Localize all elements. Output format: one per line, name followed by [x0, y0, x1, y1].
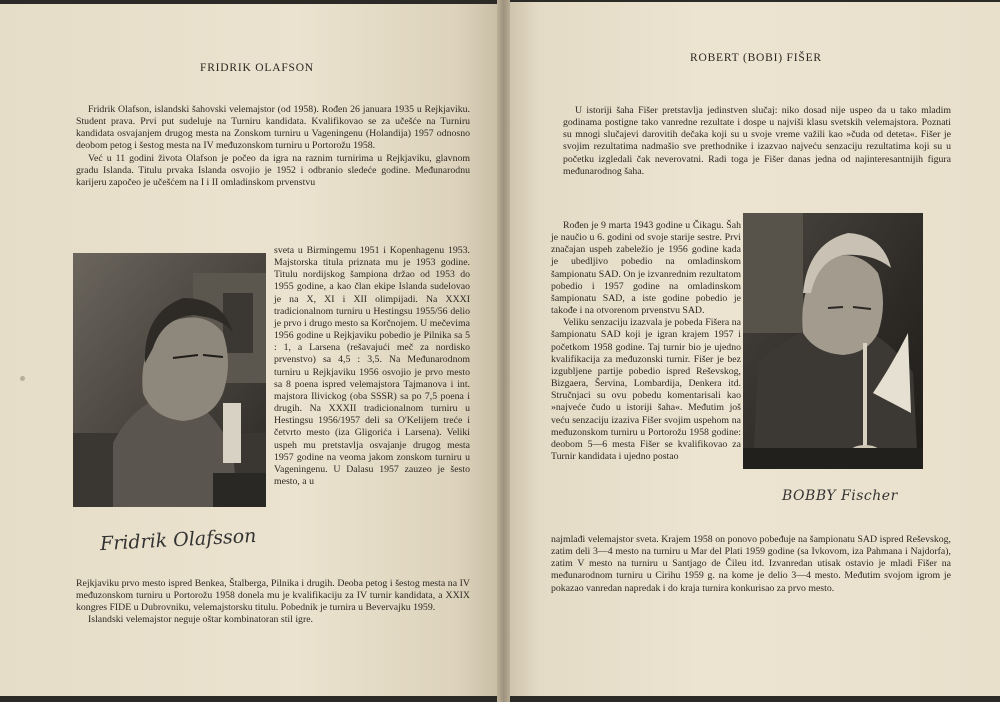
fischer-para-3: Veliku senzaciju izazvala je pobeda Fišera na šampionatu SAD koji je igran krajem 1957 i početkom 1958 godine. Taj turnir bio je ujedno kvalifikacija za međuzonski turnir. Fišer je bez izgubljene partije pobedio ispred Reševskog, Bizgaera, Šervina, Lombardija, Denkera itd. Stručnjaci su ovu pobedu komentarisali kao »najveće čudo u istoriji šaha«. Međutim još veću senzaciju izaziva Fišer svojim uspehom na međuzonskom turniru u Portorožu 1958 godine: deobom 5—6 mesta Fišer se kvalifikovao za Turnir kandidata i ujedno postao: [551, 317, 741, 462]
olafson-intro-paragraph: [76, 104, 470, 189]
olafson-photo: [73, 253, 266, 507]
fischer-signature: BOBBY Fischer: [782, 488, 898, 504]
olafson-para-1: Fridrik Olafson, islandski šahovski velemajstor (od 1958). Rođen 26 januara 1935 u Rejkjaviku. Student prava. Prvi put sudeluje na Turniru kandidata. Kvalifikovao se za učešće na Turniru kandidata osvajanjem drugog mesta na Zonskom turniru u Vageningenu (Holandija) 1957 odnosno deobom petog i šestog mesta na IV međuzonskom turniru u Portorožu 1958.: [76, 104, 470, 152]
right-page: [510, 2, 1000, 696]
olafson-para-2-top: Već u 11 godini života Olafson je počeo da igra na raznim turnirima u Rejkjaviku, glavnom gradu Islanda. Titulu prvaka Islanda osvojio je 1952 i odbranio sledeće godine. Međunarodnu karijeru započeo je učešćem na I i II omladinskom prvenstvu: [76, 152, 470, 188]
olafson-column-text: sveta u Birmingemu 1951 i Kopenhagenu 1953. Majstorska titula priznata mu je 1953 godine. Titulu nordijskog šampiona držao od 1953 do 1955 godine, a kao član ekipe Islanda sudelovao je na X, XI i XII olimpijadi. Na XXXI tradicionalnom turniru u Hestingsu 1955/56 delio je prvo i drugo mesto sa Korčnojem. U mečevima 1956 godine u Rejkjaviku pobedio je Pilnika sa 5 : 1, a Larsena (rešavajući meč za nordisko prvenstvo) sa 4,5 : 3,5. Na Međunarodnom turniru u Rejkjaviku 1956 osvojio je prvo mesto sa 8 poena ispred velemajstora Tajmanova i int. majstora Ilivickog (oba SSSR) sa po 7,5 poena i drugih. Na XXXII tradicionalnom turniru u Hestingsu 1956/1957 deli sa O'Kelijem treće i četvrto mesto (iza Gligorića i Larsena). Veliki uspeh mu pretstavlja osvajanje drugog mesta 1957 godine na veoma jakom zonskom turniru u Vageningenu. U Dalasu 1957 zauzeo je šesto mesto, a u: [274, 245, 470, 487]
left-page: [0, 4, 497, 696]
page-title-fischer: ROBERT (BOBI) FIŠER: [690, 52, 822, 64]
olafson-ending-paragraph: [76, 578, 470, 627]
fischer-ending-paragraph: najmlađi velemajstor sveta. Krajem 1958 on ponovo pobeđuje na šampionatu SAD ispred Reševskog, zatim deli 3—4 mesto na turniru u Mar del Plati 1959 godine (sa Ivkovom, iza Pahmana i Najdorfa), zatim V mesto na turniru u Santjago de Čileu itd. Izvanredan utisak ostavio je mladi Fišer na međunarodnom turniru u Cirihu 1959 g. na kome je delio 3—4 mesto. Međutim svojom igrom je pokazao vanredan napredak i do kraja turnira konkurisao za prvo mesto.: [551, 534, 951, 594]
fischer-intro-paragraph: U istoriji šaha Fišer pretstavlja jedinstven slučaj: niko dosad nije uspeo da u tako mladim godinama postigne tako vanredne rezultate i dospe u najviši klasu svetskih velemajstora. Poznati su mnogi slučajevi darovitih dečaka koji su u svoje vreme važili kao »čuda od deteta«. Fišer je svojim rezultatima nadmašio sve prethodnike i izazvao najveću senzaciju rezultatima koji su u početku izgledali čak neverovatni. Radi toga je Fišer danas jedna od najinteresantnijih figura međunarodnog šaha.: [563, 105, 951, 177]
fischer-photo: [743, 213, 923, 469]
olafson-para-2-end: Rejkjaviku prvo mesto ispred Benkea, Štalberga, Pilnika i drugih. Deoba petog i šestog mesta na IV međuzonskom turniru u Portorožu 1958 donela mu je kvalifikaciju za IV turnir kandidata, a XXIX kongres FIDE u Dubrovniku, velemajstorsku titulu. Pobednik je turnira u Bevervajku 1959.: [76, 578, 470, 614]
fischer-column-text: [551, 220, 741, 463]
book-gutter: [497, 0, 510, 702]
olafson-signature: Fridrik Olafsson: [99, 524, 257, 556]
fischer-para-2: Rođen je 9 marta 1943 godine u Čikagu. Šah je naučio u 6. godini od svoje starije sestre. Prvi značajan uspeh zabeležio je 1956 godine kada je ubedljivo pobedio na omladinskom šampionatu SAD. On je izvanrednim rezultatom pobedio i 1957 godine na omladinskom šampionatu SAD, a iste godine pobedio je takođe i na otvorenom prvenstvu SAD.: [551, 220, 741, 317]
olafson-para-3: Islandski velemajstor neguje oštar kombinatoran stil igre.: [88, 614, 314, 626]
punch-mark: [20, 376, 25, 381]
page-title-olafson: FRIDRIK OLAFSON: [200, 62, 314, 74]
olafson-portrait-image: [73, 253, 266, 507]
fischer-portrait-image: [743, 213, 923, 469]
